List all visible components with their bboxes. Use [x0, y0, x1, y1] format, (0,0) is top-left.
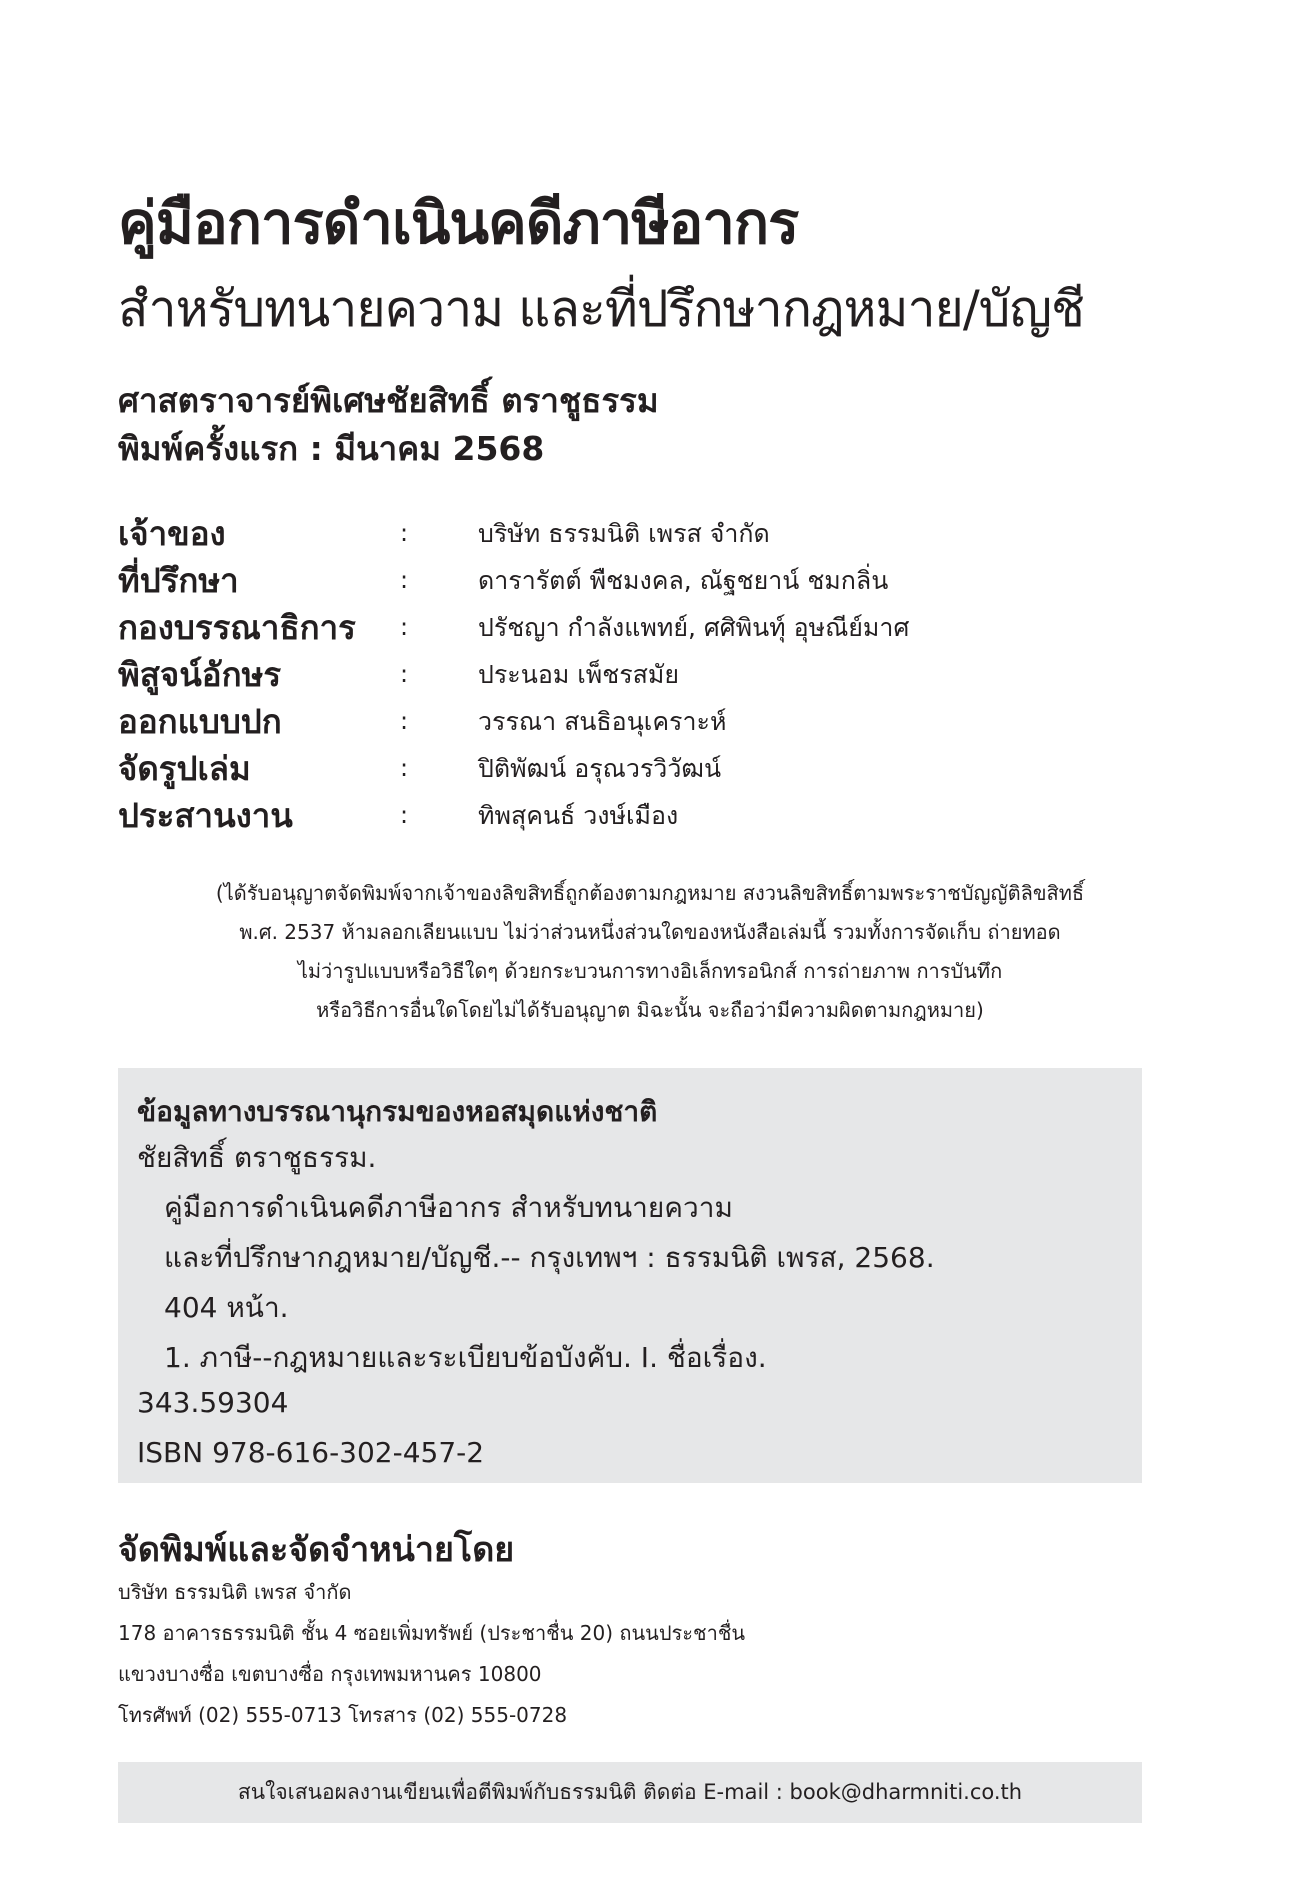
credit-colon: :: [400, 754, 409, 782]
credit-value: ดารารัตต์ พืชมงคล, ณัฐชยาน์ ชมกลิ่น: [478, 566, 889, 595]
credit-row: [118, 557, 1198, 604]
notice-line: (ได้รับอนุญาตจัดพิมพ์จากเจ้าของลิขสิทธิ์ถูกต้องตามกฎหมาย สงวนลิขสิทธิ์ตามพระราชบัญญัติลิขสิทธิ์: [215, 881, 1085, 905]
publisher-address: แขวงบางซื่อ เขตบางซื่อ กรุงเทพมหานคร 10800: [118, 1662, 542, 1686]
cip-classification: 343.59304: [137, 1386, 289, 1419]
credit-label: ที่ปรึกษา: [118, 561, 239, 600]
credit-colon: :: [400, 566, 409, 594]
cip-box: [118, 1068, 1142, 1483]
credit-colon: :: [400, 801, 409, 829]
credit-colon: :: [400, 519, 409, 547]
credits-list: [118, 510, 1198, 839]
credit-label: ออกแบบปก: [118, 702, 282, 741]
cip-heading: ข้อมูลทางบรรณานุกรมของหอสมุดแห่งชาติ: [137, 1095, 658, 1128]
credit-label: จัดรูปเล่ม: [118, 749, 251, 788]
credit-label: พิสูจน์อักษร: [118, 655, 282, 694]
footer-banner: [118, 1762, 1142, 1823]
cip-pages: 404 หน้า.: [164, 1291, 289, 1324]
footer-contact-text: สนใจเสนอผลงานเขียนเพื่อตีพิมพ์กับธรรมนิติ ติดต่อ E-mail : book@dharmniti.co.th: [237, 1780, 1023, 1804]
notice-line: พ.ศ. 2537 ห้ามลอกเลียนแบบ ไม่ว่าส่วนหนึ่งส่วนใดของหนังสือเล่มนี้ รวมทั้งการจัดเก็บ ถ่ายทอด: [239, 920, 1061, 944]
cip-author-entry: ชัยสิทธิ์ ตราชูธรรม.: [137, 1141, 377, 1174]
edition-info: พิมพ์ครั้งแรก : มีนาคม 2568: [118, 429, 545, 468]
publisher-address: 178 อาคารธรรมนิติ ชั้น 4 ซอยเพิ่มทรัพย์ (ประชาชื่น 20) ถนนประชาชื่น: [118, 1621, 746, 1645]
publisher-name: บริษัท ธรรมนิติ เพรส จำกัด: [118, 1580, 352, 1604]
publisher-phone: โทรศัพท์ (02) 555-0713 โทรสาร (02) 555-0728: [118, 1703, 568, 1727]
credit-row: [118, 510, 1198, 557]
credit-row: [118, 792, 1198, 839]
credit-row: [118, 698, 1198, 745]
credit-value: ประนอม เพ็ชรสมัย: [478, 660, 680, 689]
cip-title-line: คู่มือการดำเนินคดีภาษีอากร สำหรับทนายความ: [164, 1191, 733, 1224]
credit-value: ปรัชญา กำลังแพทย์, ศศิพินทุ์ อุษณีย์มาศ: [478, 613, 910, 642]
credit-colon: :: [400, 707, 409, 735]
credit-row: [118, 745, 1198, 792]
credit-value: ปิติพัฒน์ อรุณวรวิวัฒน์: [478, 754, 722, 783]
credit-value: วรรณา สนธิอนุเคราะห์: [478, 707, 727, 736]
credit-colon: :: [400, 660, 409, 688]
cip-isbn: ISBN 978-616-302-457-2: [137, 1436, 485, 1469]
author-name: ศาสตราจารย์พิเศษชัยสิทธิ์ ตราชูธรรม: [118, 381, 659, 420]
credit-label: เจ้าของ: [118, 514, 226, 553]
cip-subjects: 1. ภาษี--กฎหมายและระเบียบข้อบังคับ. I. ชื่อเรื่อง.: [164, 1341, 767, 1374]
credit-label: ประสานงาน: [118, 796, 293, 835]
cip-title-line: และที่ปรึกษากฎหมาย/บัญชี.-- กรุงเทพฯ : ธรรมนิติ เพรส, 2568.: [164, 1241, 935, 1274]
credit-value: ทิพสุคนธ์ วงษ์เมือง: [478, 801, 679, 830]
credit-row: [118, 604, 1198, 651]
book-title: คู่มือการดำเนินคดีภาษีอากร: [118, 189, 799, 257]
notice-line: ไม่ว่ารูปแบบหรือวิธีใดๆ ด้วยกระบวนการทางอิเล็กทรอนิกส์ การถ่ายภาพ การบันทึก: [297, 959, 1003, 983]
credit-colon: :: [400, 613, 409, 641]
notice-line: หรือวิธีการอื่นใดโดยไม่ได้รับอนุญาต มิฉะนั้น จะถือว่ามีความผิดตามกฎหมาย): [316, 998, 984, 1022]
credit-row: [118, 651, 1198, 698]
credit-value: บริษัท ธรรมนิติ เพรส จำกัด: [478, 519, 770, 548]
credit-label: กองบรรณาธิการ: [118, 608, 356, 647]
copyright-notice: [100, 874, 1200, 1030]
book-subtitle: สำหรับทนายความ และที่ปรึกษากฎหมาย/บัญชี: [118, 280, 1084, 338]
publisher-heading: จัดพิมพ์และจัดจำหน่ายโดย: [118, 1530, 515, 1570]
